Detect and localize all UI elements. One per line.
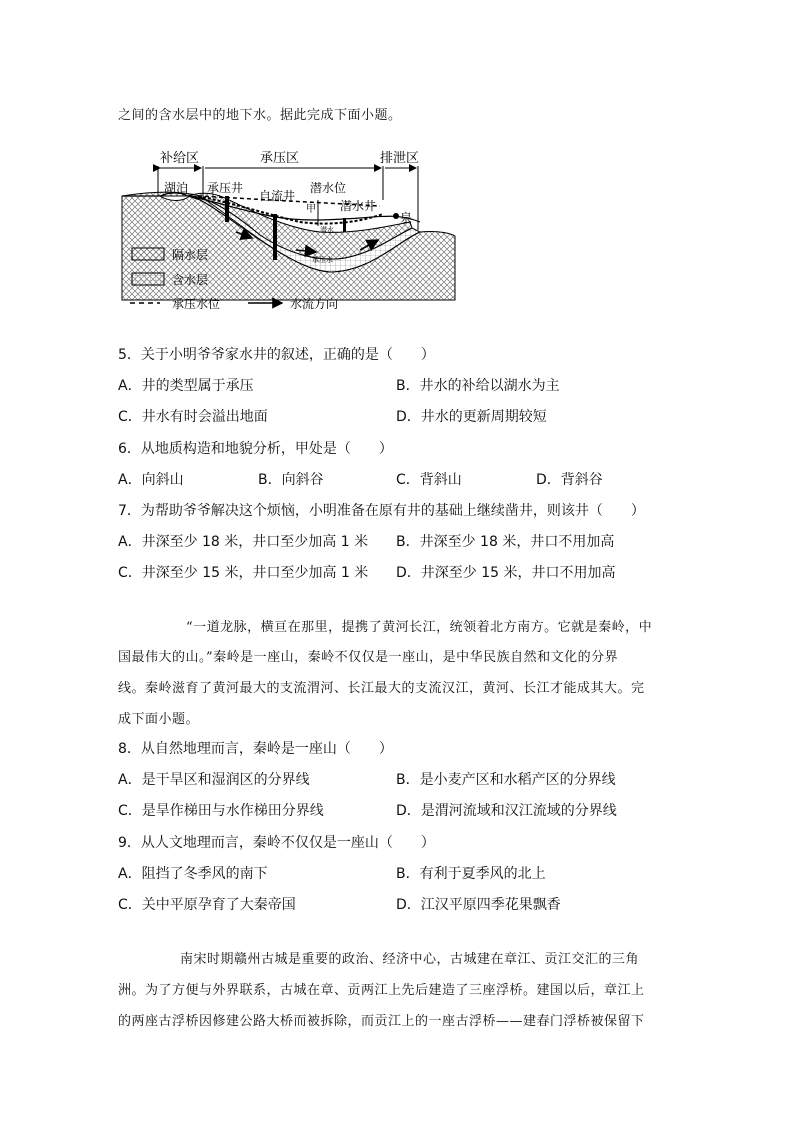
spring-icon bbox=[393, 213, 399, 219]
label-spring: 泉 bbox=[400, 211, 413, 225]
passage-qinling-line-4: 成下面小题。 bbox=[118, 712, 200, 727]
label-artesian-well: 自流井 bbox=[259, 189, 296, 203]
intro-text: 之间的含水层中的地下水。据此完成下面小题。 bbox=[118, 108, 402, 123]
legend-flow-direction: 水流方向 bbox=[290, 297, 339, 311]
question-8: 8．从自然地理而言，秦岭是一座山（ ） bbox=[118, 741, 393, 757]
option-8b[interactable]: B．是小麦产区和水稻产区的分界线 bbox=[396, 772, 616, 788]
option-5d[interactable]: D．井水的更新周期较短 bbox=[396, 409, 547, 425]
legend-aquifer: 含水层 bbox=[172, 273, 209, 287]
label-confined-well: 承压井 bbox=[207, 181, 244, 195]
legend-aquifer-swatch bbox=[132, 273, 164, 285]
passage-qinling-line-1: “一道龙脉，横亘在那里，提携了黄河长江，统领着北方南方。它就是秦岭，中 bbox=[186, 620, 653, 635]
option-5a[interactable]: A．井的类型属于承压 bbox=[118, 378, 254, 394]
question-7: 7．为帮助爷爷解决这个烦恼，小明准备在原有井的基础上继续凿井，则该井（ ） bbox=[118, 503, 645, 519]
option-7b[interactable]: B．井深至少 18 米，井口不用加高 bbox=[396, 534, 615, 550]
legend-aquiclude-swatch bbox=[132, 248, 164, 260]
passage-qinling-line-2: 国最伟大的山。”秦岭是一座山，秦岭不仅仅是一座山，是中华民族自然和文化的分界 bbox=[118, 650, 619, 665]
question-9: 9．从人文地理而言，秦岭不仅仅是一座山（ ） bbox=[118, 835, 435, 851]
phreatic-well bbox=[343, 218, 346, 232]
label-phreatic-well: 潜水井 bbox=[340, 199, 377, 213]
option-8d[interactable]: D．是渭河流域和汉江流域的分界线 bbox=[396, 803, 617, 819]
zone-discharge: 排泄区 bbox=[380, 151, 420, 166]
question-6: 6．从地质构造和地貌分析，甲处是（ ） bbox=[118, 441, 393, 457]
label-phreatic-level: 潜水位 bbox=[310, 181, 347, 195]
artesian-well bbox=[273, 214, 277, 260]
label-phreatic-water: 潜水 bbox=[320, 226, 334, 234]
option-9d[interactable]: D．江汉平原四季花果飘香 bbox=[396, 897, 561, 913]
question-5: 5．关于小明爷爷家水井的叙述，正确的是（ ） bbox=[118, 347, 435, 363]
confined-well bbox=[225, 196, 229, 222]
option-5b[interactable]: B．井水的补给以湖水为主 bbox=[396, 378, 560, 394]
label-jia: 甲 bbox=[306, 204, 316, 215]
zone-recharge: 补给区 bbox=[160, 151, 200, 166]
option-9b[interactable]: B．有利于夏季风的北上 bbox=[396, 866, 546, 882]
option-8c[interactable]: C．是旱作梯田与水作梯田分界线 bbox=[118, 803, 324, 819]
option-6b[interactable]: B．向斜谷 bbox=[258, 472, 324, 488]
label-confined-water: 承压水 bbox=[312, 256, 333, 264]
label-lake: 湖泊 bbox=[164, 181, 189, 195]
option-6c[interactable]: C．背斜山 bbox=[396, 472, 462, 488]
legend-aquiclude: 隔水层 bbox=[172, 248, 209, 262]
option-9a[interactable]: A．阻挡了冬季风的南下 bbox=[118, 866, 268, 882]
option-7d[interactable]: D．井深至少 15 米，井口不用加高 bbox=[396, 565, 616, 581]
legend-pressure-level: 承压水位 bbox=[172, 297, 221, 311]
passage-qinling-line-3: 线。秦岭滋育了黄河最大的支流渭河、长江最大的支流汉江，黄河、长江才能成其大。完 bbox=[118, 681, 645, 696]
passage-ganzhou-line-1: 南宋时期赣州古城是重要的政治、经济中心，古城建在章江、贡江交汇的三角 bbox=[180, 952, 640, 967]
option-9c[interactable]: C．关中平原孕育了大秦帝国 bbox=[118, 897, 296, 913]
option-7c[interactable]: C．井深至少 15 米，井口至少加高 1 米 bbox=[118, 565, 369, 581]
option-5c[interactable]: C．井水有时会溢出地面 bbox=[118, 409, 268, 425]
zone-confined: 承压区 bbox=[260, 151, 300, 166]
option-7a[interactable]: A．井深至少 18 米，井口至少加高 1 米 bbox=[118, 534, 369, 550]
passage-ganzhou-line-3: 的两座古浮桥因修建公路大桥而被拆除，而贡江上的一座古浮桥——建春门浮桥被保留下 bbox=[118, 1014, 645, 1029]
passage-ganzhou-line-2: 洲。为了方便与外界联系，古城在章、贡两江上先后建造了三座浮桥。建国以后，章江上 bbox=[118, 983, 645, 998]
option-6a[interactable]: A．向斜山 bbox=[118, 472, 184, 488]
option-6d[interactable]: D．背斜谷 bbox=[536, 472, 603, 488]
option-8a[interactable]: A．是干旱区和湿润区的分界线 bbox=[118, 772, 310, 788]
